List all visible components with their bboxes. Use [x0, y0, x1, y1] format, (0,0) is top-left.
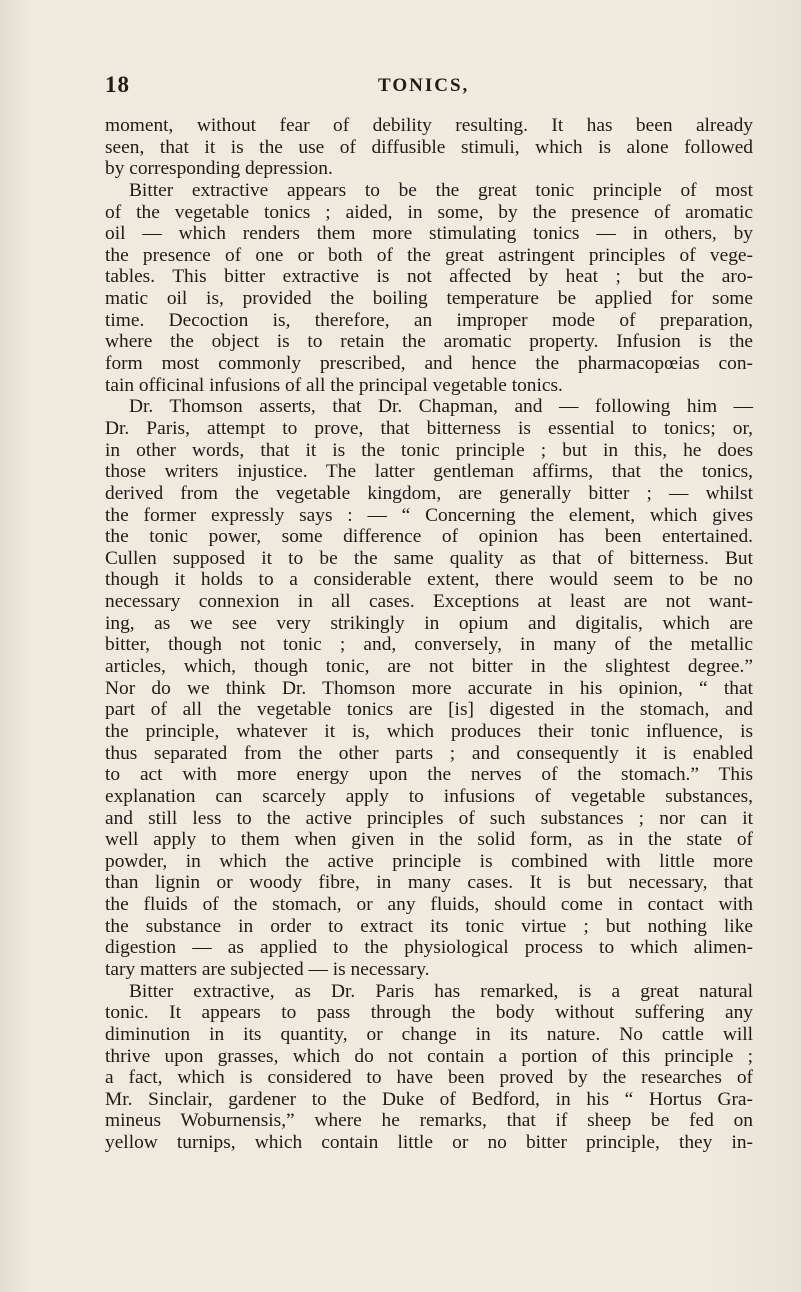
- text-line: tain officinal infusions of all the principal vegetable tonics.: [105, 374, 563, 396]
- text-line: part of all the vegetable tonics are [is] digested in the stomach, and: [105, 699, 753, 721]
- text-line: mineus Woburnensis,” where he remarks, that if sheep be fed on: [105, 1110, 753, 1132]
- text-line: the former expressly says : — “ Concerning the element, which gives: [105, 504, 753, 526]
- text-line: the substance in order to extract its tonic virtue ; but nothing like: [105, 915, 753, 937]
- text-line: Bitter extractive appears to be the great tonic principle of most: [129, 179, 753, 201]
- text-line: tonic. It appears to pass through the body without suffering any: [105, 1002, 753, 1024]
- page-header: [105, 72, 755, 98]
- text-line: those writers injustice. The latter gentleman affirms, that the tonics,: [105, 461, 753, 483]
- text-line: bitter, though not tonic ; and, conversely, in many of the metallic: [105, 634, 753, 656]
- text-line: the principle, whatever it is, which produces their tonic influence, is: [105, 720, 753, 742]
- text-line: where the object is to retain the aromatic property. Infusion is the: [105, 331, 753, 353]
- text-line: yellow turnips, which contain little or no bitter principle, they in-: [105, 1132, 753, 1154]
- text-line: Nor do we think Dr. Thomson more accurate in his opinion, “ that: [105, 677, 753, 699]
- text-line: explanation can scarcely apply to infusions of vegetable substances,: [105, 785, 753, 807]
- text-line: in other words, that it is the tonic principle ; but in this, he does: [105, 439, 753, 461]
- body-text: [105, 115, 753, 1154]
- text-line: than lignin or woody fibre, in many cases. It is but necessary, that: [105, 872, 753, 894]
- text-line: Bitter extractive, as Dr. Paris has remarked, is a great natural: [129, 980, 753, 1002]
- text-line: a fact, which is considered to have been proved by the researches of: [105, 1067, 753, 1089]
- text-line: the presence of one or both of the great astringent principles of vege-: [105, 244, 753, 266]
- text-line: articles, which, though tonic, are not bitter in the slightest degree.”: [105, 656, 753, 678]
- text-line: by corresponding depression.: [105, 158, 333, 180]
- text-line: seen, that it is the use of diffusible stimuli, which is alone followed: [105, 136, 753, 158]
- running-title: TONICS,: [378, 75, 470, 96]
- text-line: form most commonly prescribed, and hence the pharmacopœias con-: [105, 353, 753, 375]
- text-line: to act with more energy upon the nerves of the stomach.” This: [105, 764, 753, 786]
- text-line: Dr. Paris, attempt to prove, that bitterness is essential to tonics; or,: [105, 417, 753, 439]
- text-line: matic oil is, provided the boiling temperature be applied for some: [105, 288, 753, 310]
- text-line: oil — which renders them more stimulating tonics — in others, by: [105, 223, 753, 245]
- text-line: though it holds to a considerable extent, there would seem to be no: [105, 569, 753, 591]
- text-line: well apply to them when given in the solid form, as in the state of: [105, 829, 753, 851]
- text-line: moment, without fear of debility resulting. It has been already: [105, 115, 753, 136]
- text-line: tables. This bitter extractive is not affected by heat ; but the aro-: [105, 266, 753, 288]
- text-line: necessary connexion in all cases. Exceptions at least are not want-: [105, 591, 753, 613]
- text-line: the tonic power, some difference of opinion has been entertained.: [105, 526, 753, 548]
- text-line: thus separated from the other parts ; and consequently it is enabled: [105, 742, 753, 764]
- text-line: digestion — as applied to the physiological process to which alimen-: [105, 937, 753, 959]
- text-line: derived from the vegetable kingdom, are generally bitter ; — whilst: [105, 482, 753, 504]
- text-line: Mr. Sinclair, gardener to the Duke of Bedford, in his “ Hortus Gra-: [105, 1088, 753, 1110]
- text-line: tary matters are subjected — is necessary.: [105, 958, 430, 980]
- text-line: Dr. Thomson asserts, that Dr. Chapman, and — following him —: [129, 396, 753, 418]
- text-line: Cullen supposed it to be the same quality as that of bitterness. But: [105, 547, 753, 569]
- text-line: of the vegetable tonics ; aided, in some, by the presence of aromatic: [105, 201, 753, 223]
- text-line: and still less to the active principles of such substances ; nor can it: [105, 807, 753, 829]
- text-line: time. Decoction is, therefore, an improper mode of preparation,: [105, 309, 753, 331]
- text-line: thrive upon grasses, which do not contain a portion of this principle ;: [105, 1045, 753, 1067]
- text-line: ing, as we see very strikingly in opium and digitalis, which are: [105, 612, 753, 634]
- text-line: powder, in which the active principle is combined with little more: [105, 850, 753, 872]
- text-line: diminution in its quantity, or change in its nature. No cattle will: [105, 1023, 753, 1045]
- page-number: 18: [105, 72, 130, 97]
- text-line: the fluids of the stomach, or any fluids, should come in contact with: [105, 894, 753, 916]
